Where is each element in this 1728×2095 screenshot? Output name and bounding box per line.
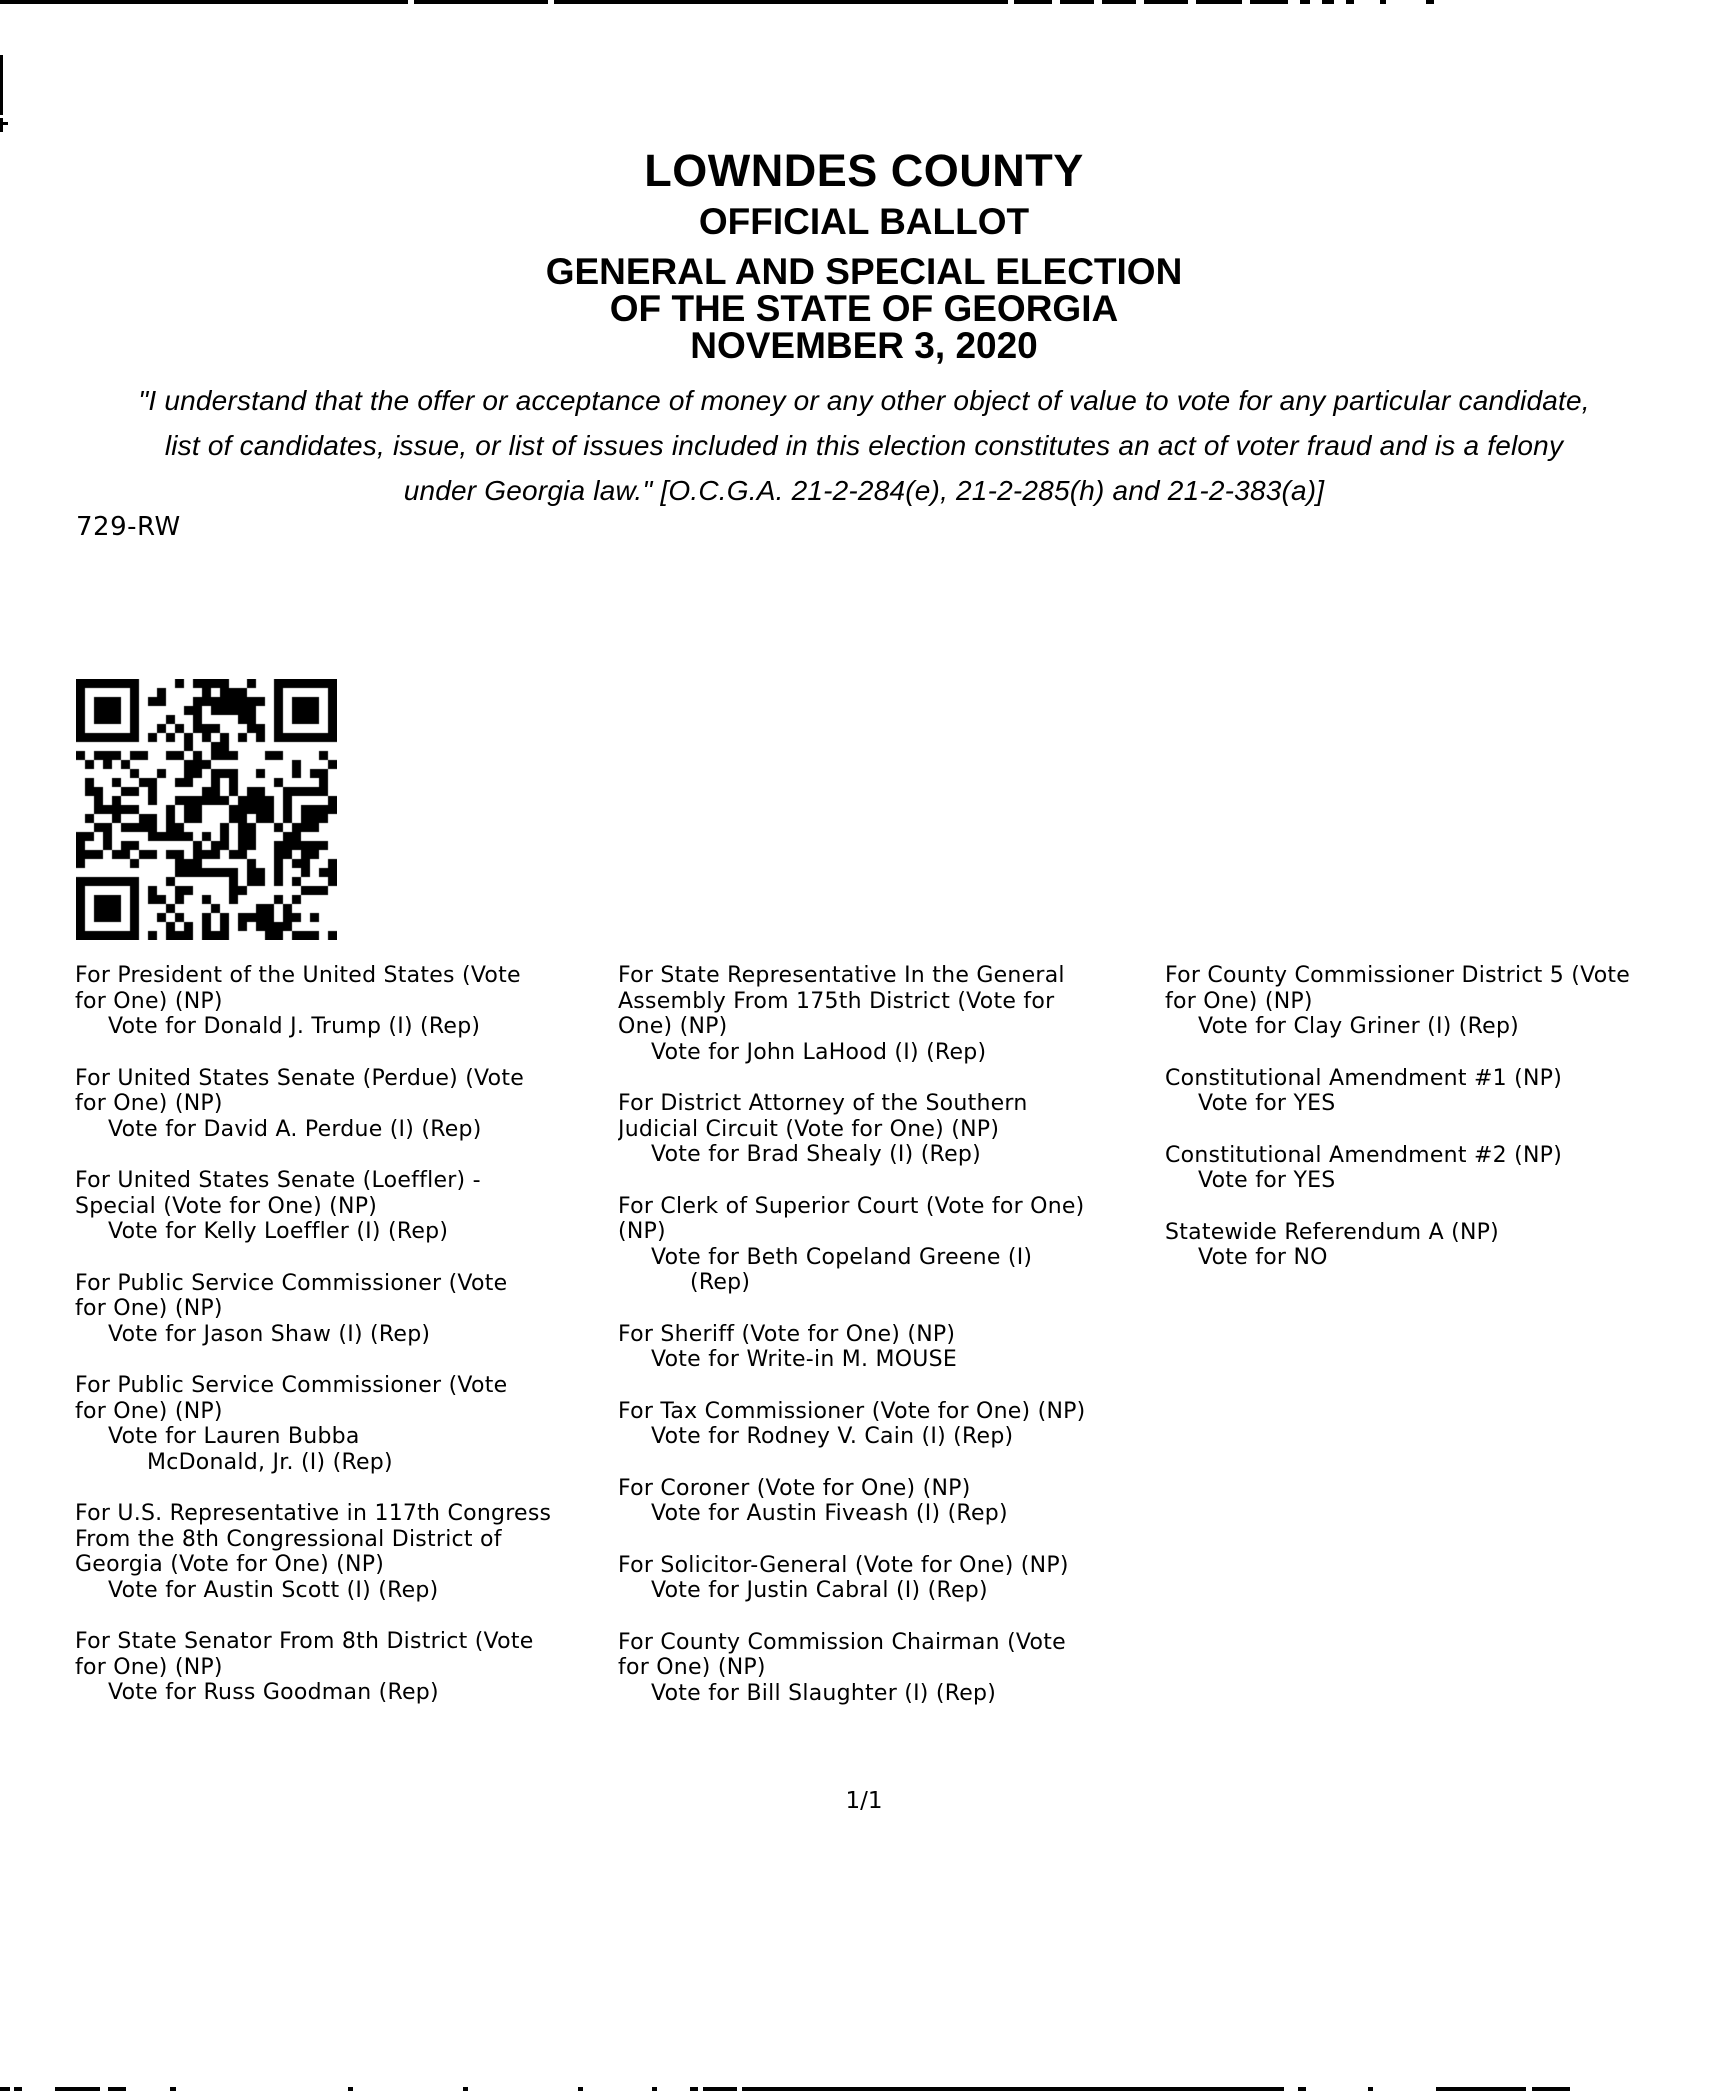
ballot-line: For President of the United States (Vote bbox=[75, 963, 521, 988]
scan-artifact bbox=[1060, 0, 1094, 4]
ballot-line: Vote for Rodney V. Cain (I) (Rep) bbox=[651, 1424, 1014, 1449]
ballot-line: For County Commission Chairman (Vote bbox=[618, 1629, 1066, 1655]
contest-block bbox=[618, 1553, 1158, 1604]
contest-block bbox=[75, 1373, 623, 1475]
ballot-line: For District Attorney of the Southern bbox=[618, 1091, 1028, 1116]
contest-block bbox=[618, 1476, 1158, 1527]
ballot-line: Vote for Austin Fiveash (I) (Rep) bbox=[651, 1501, 1008, 1526]
contest-block bbox=[1165, 1143, 1728, 1194]
scan-artifact bbox=[55, 2087, 100, 2091]
contest-block bbox=[618, 1399, 1158, 1450]
scan-artifact bbox=[0, 0, 408, 4]
scan-artifact bbox=[703, 2087, 737, 2091]
scan-artifact bbox=[742, 2087, 1284, 2091]
contest-block bbox=[75, 1168, 623, 1245]
ballot-line: For Public Service Commissioner (Vote bbox=[75, 1373, 508, 1398]
ballot-line: Vote for David A. Perdue (I) (Rep) bbox=[108, 1116, 482, 1142]
ballot-line: Vote for YES bbox=[1198, 1091, 1336, 1116]
scan-artifact bbox=[1300, 0, 1310, 4]
contest-block bbox=[75, 1271, 623, 1348]
scan-artifact bbox=[414, 0, 548, 4]
ballot-style-code: 729-RW bbox=[76, 512, 181, 542]
ballot-column-1 bbox=[75, 963, 623, 1732]
scan-artifact bbox=[1436, 2087, 1526, 2091]
scan-artifact bbox=[170, 2087, 176, 2091]
scan-artifact bbox=[348, 2087, 353, 2091]
ballot-column-3 bbox=[1165, 963, 1728, 1297]
scan-artifact bbox=[0, 118, 3, 132]
ballot-line: Vote for Lauren Bubba bbox=[108, 1424, 360, 1449]
scan-artifact bbox=[1322, 0, 1334, 4]
scan-artifact bbox=[1196, 0, 1242, 4]
scan-artifact bbox=[0, 55, 3, 115]
election-title-line2: OF THE STATE OF GEORGIA bbox=[609, 288, 1119, 329]
ballot-line: Vote for Brad Shealy (I) (Rep) bbox=[651, 1142, 981, 1167]
ballot-line: for One) (NP) bbox=[75, 988, 223, 1014]
ballot-column-2 bbox=[618, 963, 1158, 1732]
contest-block bbox=[75, 963, 623, 1040]
ballot-line: for One) (NP) bbox=[75, 1654, 223, 1680]
contest-block bbox=[75, 1066, 623, 1143]
ballot-line: (NP) bbox=[618, 1219, 666, 1244]
ballot-line: For Clerk of Superior Court (Vote for One) bbox=[618, 1193, 1085, 1219]
ballot-line: Vote for Clay Griner (I) (Rep) bbox=[1198, 1014, 1519, 1039]
ballot-line: Georgia (Vote for One) (NP) bbox=[75, 1552, 385, 1577]
ballot-line: (Rep) bbox=[690, 1270, 751, 1295]
scan-artifact bbox=[1298, 2087, 1306, 2091]
scan-artifact bbox=[463, 2087, 468, 2091]
fraud-disclaimer-line: under Georgia law." [O.C.G.A. 21-2-284(e), 21-2-285(h) and 21-2-383(a)] bbox=[403, 475, 1325, 506]
ballot-line: for One) (NP) bbox=[618, 1655, 766, 1680]
ballot-line: Vote for John LaHood (I) (Rep) bbox=[651, 1039, 987, 1065]
election-title-line1: GENERAL AND SPECIAL ELECTION bbox=[545, 251, 1183, 292]
ballot-line: Assembly From 175th District (Vote for bbox=[618, 988, 1055, 1014]
scan-artifact bbox=[652, 2087, 657, 2091]
ballot-line: Vote for Write-in M. MOUSE bbox=[651, 1347, 958, 1372]
scan-artifact bbox=[1346, 0, 1354, 4]
ballot-line: Vote for Donald J. Trump (I) (Rep) bbox=[108, 1014, 481, 1039]
contest-block bbox=[1165, 1220, 1728, 1271]
contest-block bbox=[618, 1194, 1158, 1296]
ballot-line: For Solicitor-General (Vote for One) (NP) bbox=[618, 1552, 1069, 1578]
ballot-line: For U.S. Representative in 117th Congress bbox=[75, 1501, 552, 1526]
contest-block bbox=[618, 1322, 1158, 1373]
county-title: LOWNDES COUNTY bbox=[644, 145, 1084, 196]
contest-block bbox=[1165, 1066, 1728, 1117]
ballot-line: Vote for Russ Goodman (Rep) bbox=[108, 1680, 439, 1705]
scan-artifact bbox=[1532, 2087, 1570, 2091]
contest-block bbox=[618, 1091, 1158, 1168]
contest-block bbox=[75, 1629, 623, 1706]
fraud-disclaimer bbox=[0, 378, 1728, 513]
ballot-line: For County Commissioner District 5 (Vote bbox=[1165, 963, 1631, 988]
fraud-disclaimer-line: list of candidates, issue, or list of issues included in this election constitutes an act of voter fraud and is a felony bbox=[164, 430, 1564, 461]
scan-artifact bbox=[690, 2087, 698, 2091]
ballot-line: For State Representative In the General bbox=[618, 963, 1065, 988]
scan-artifact bbox=[1426, 0, 1434, 4]
ballot-line: For State Senator From 8th District (Vote bbox=[75, 1629, 534, 1654]
contest-block bbox=[1165, 963, 1728, 1040]
scan-artifact bbox=[0, 2087, 10, 2091]
scan-artifact bbox=[1014, 0, 1052, 4]
ballot-line: For Public Service Commissioner (Vote bbox=[75, 1270, 508, 1296]
ballot-line: Constitutional Amendment #2 (NP) bbox=[1165, 1142, 1563, 1168]
ballot-line: for One) (NP) bbox=[75, 1296, 223, 1321]
ballot-line: From the 8th Congressional District of bbox=[75, 1526, 502, 1552]
ballot-line: Statewide Referendum A (NP) bbox=[1165, 1219, 1499, 1245]
ballot-line: Special (Vote for One) (NP) bbox=[75, 1193, 378, 1219]
ballot-line: For United States Senate (Perdue) (Vote bbox=[75, 1065, 524, 1091]
election-title-line3: NOVEMBER 3, 2020 bbox=[690, 325, 1038, 366]
ballot-line: One) (NP) bbox=[618, 1014, 728, 1039]
ballot-line: Vote for NO bbox=[1198, 1245, 1328, 1270]
ballot-line: For United States Senate (Loeffler) - bbox=[75, 1168, 481, 1193]
ballot-line: Constitutional Amendment #1 (NP) bbox=[1165, 1065, 1563, 1091]
ballot-line: for One) (NP) bbox=[1165, 988, 1313, 1014]
page-number: 1/1 bbox=[845, 1788, 883, 1814]
scan-artifact bbox=[1380, 0, 1386, 4]
ballot-title: OFFICIAL BALLOT bbox=[698, 201, 1030, 242]
ballot-line: Vote for Justin Cabral (I) (Rep) bbox=[651, 1578, 988, 1603]
ballot-line: Vote for Austin Scott (I) (Rep) bbox=[108, 1577, 439, 1603]
ballot-line: Vote for Jason Shaw (I) (Rep) bbox=[108, 1321, 431, 1347]
contest-block bbox=[618, 1630, 1158, 1707]
scan-artifact bbox=[1144, 0, 1188, 4]
ballot-line: For Tax Commissioner (Vote for One) (NP) bbox=[618, 1398, 1086, 1424]
ballot-line: Vote for YES bbox=[1198, 1168, 1336, 1193]
ballot-line: Vote for Kelly Loeffler (I) (Rep) bbox=[108, 1219, 449, 1244]
scan-artifact bbox=[1250, 0, 1288, 4]
ballot-line: Judicial Circuit (Vote for One) (NP) bbox=[618, 1116, 1000, 1142]
qr-code-icon bbox=[76, 679, 337, 940]
scan-artifact bbox=[578, 2087, 583, 2091]
ballot-line: For Coroner (Vote for One) (NP) bbox=[618, 1475, 971, 1501]
scan-artifact bbox=[108, 2087, 126, 2091]
ballot-line: Vote for Bill Slaughter (I) (Rep) bbox=[651, 1680, 997, 1706]
contest-block bbox=[75, 1501, 623, 1603]
contest-block bbox=[618, 963, 1158, 1065]
ballot-line: for One) (NP) bbox=[75, 1091, 223, 1116]
scan-artifact bbox=[1102, 0, 1136, 4]
scan-artifact bbox=[1368, 2087, 1373, 2091]
scan-artifact bbox=[14, 2087, 22, 2091]
ballot-line: Vote for Beth Copeland Greene (I) bbox=[651, 1244, 1033, 1270]
ballot-line: For Sheriff (Vote for One) (NP) bbox=[618, 1321, 956, 1347]
ballot-line: for One) (NP) bbox=[75, 1398, 223, 1424]
scan-artifact bbox=[554, 0, 1008, 4]
ballot-line: McDonald, Jr. (I) (Rep) bbox=[147, 1449, 393, 1475]
fraud-disclaimer-line: "I understand that the offer or acceptance of money or any other object of value to vote for any particular candidate, bbox=[138, 385, 1590, 416]
scan-artifact bbox=[0, 122, 8, 125]
